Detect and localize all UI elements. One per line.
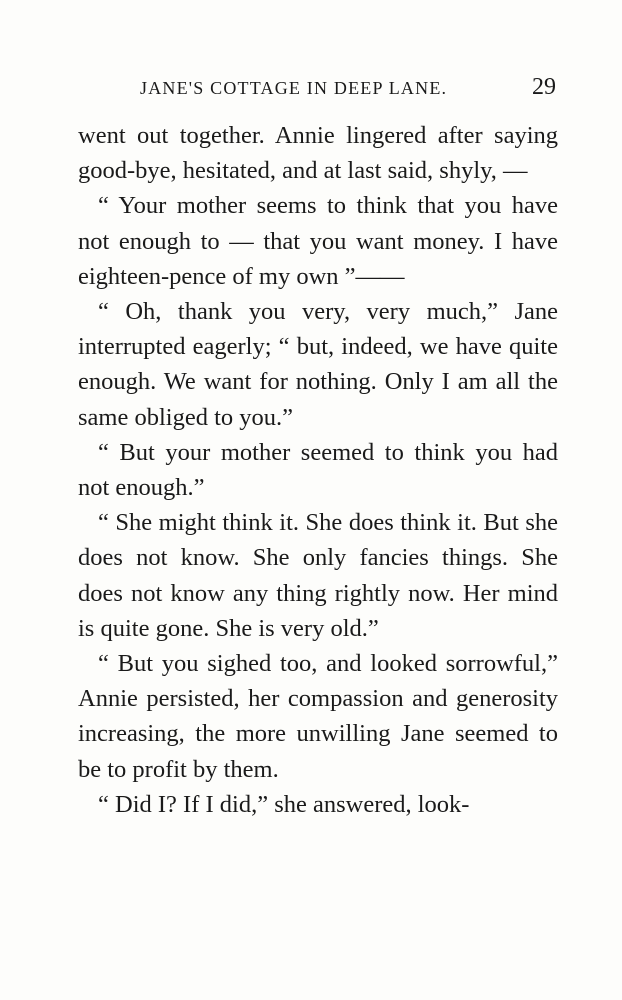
body-text (78, 118, 558, 822)
paragraph: “ But your mother seemed to think you had not enough.” (78, 438, 558, 502)
paragraph: “ She might think it. She does think it. But she does not know. She only fancies things. She does not know any thing rightly now. Her mind is quite gone. She is very old.” (78, 509, 558, 642)
paragraph-continuation: went out together. Annie lingered after saying good-bye, hesitated, and at last said, shyly, — (78, 122, 558, 185)
running-title: JANE'S COTTAGE IN DEEP LANE. (140, 78, 448, 98)
paragraph: “ Your mother seems to think that you have not enough to — that you want money. I have eighteen-pence of my own ”—— (78, 192, 558, 290)
paragraph: “ Oh, thank you very, very much,” Jane interrupted eagerly; “ but, indeed, we have quite enough. We want for nothing. Only I am all the same obliged to you.” (78, 298, 558, 431)
running-head (78, 74, 556, 108)
paragraph: “ But you sighed too, and looked sorrowful,” Annie persisted, her compassion and generosity increasing, the more unwilling Jane seemed to be to profit by them. (78, 650, 558, 783)
paragraph-last: “ Did I? If I did,” she answered, look- (98, 790, 470, 818)
page-number: 29 (532, 74, 556, 100)
